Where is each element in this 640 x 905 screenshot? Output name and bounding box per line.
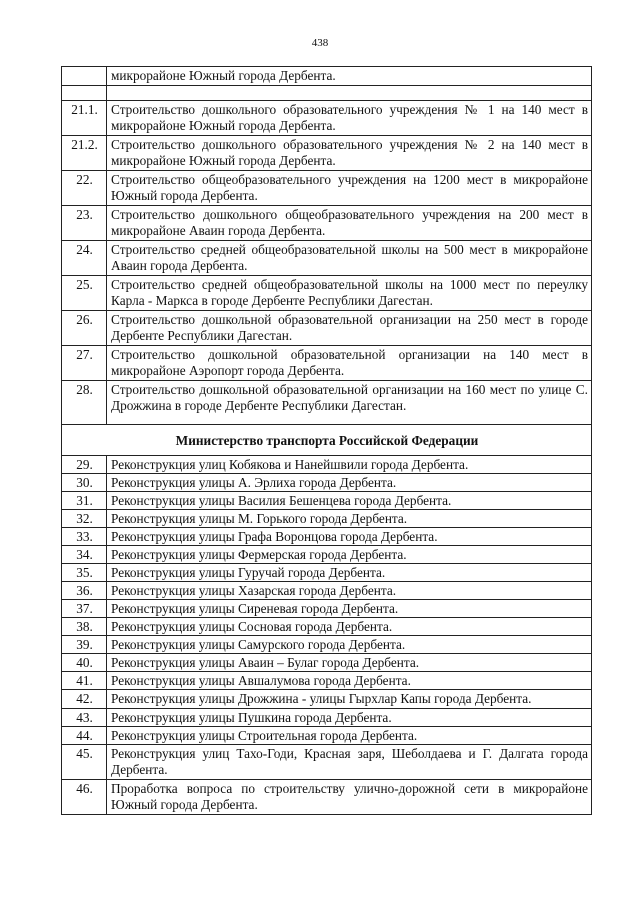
row-number: 43. (62, 709, 107, 727)
row-number: 35. (62, 564, 107, 582)
table-row (62, 276, 592, 311)
row-number: 32. (62, 510, 107, 528)
row-number: 25. (62, 276, 107, 311)
table-row (62, 474, 592, 492)
row-text: Строительство дошкольного образовательного учреждения № 2 на 140 мест в микрорайоне Южный города Дербента. (107, 136, 592, 171)
row-text: Строительство дошкольной образовательной организации на 250 мест в городе Дербенте Республики Дагестан. (107, 311, 592, 346)
row-text: Строительство дошкольного общеобразовательного учреждения на 200 мест в микрорайоне Аваин города Дербента. (107, 206, 592, 241)
table-row (62, 311, 592, 346)
row-text: Реконструкция улиц Кобякова и Нанейшвили города Дербента. (107, 456, 592, 474)
table-row (62, 171, 592, 206)
row-number: 28. (62, 381, 107, 425)
table-row (62, 546, 592, 564)
table-row (62, 456, 592, 474)
row-text: Проработка вопроса по строительству улично-дорожной сети в микрорайоне Южный города Дербента. (107, 780, 592, 815)
row-number: 40. (62, 654, 107, 672)
table-row (62, 672, 592, 690)
projects-table (61, 66, 592, 815)
row-text: Реконструкция улицы Сиреневая города Дербента. (107, 600, 592, 618)
table-row (62, 381, 592, 425)
table-row (62, 346, 592, 381)
row-number: 36. (62, 582, 107, 600)
row-number: 44. (62, 727, 107, 745)
row-number: 23. (62, 206, 107, 241)
row-text: Реконструкция улицы Василия Бешенцева города Дербента. (107, 492, 592, 510)
row-text: Реконструкция улицы М. Горького города Дербента. (107, 510, 592, 528)
table-row (62, 780, 592, 815)
row-number: 38. (62, 618, 107, 636)
row-number: 31. (62, 492, 107, 510)
row-text: Реконструкция улицы Хазарская города Дербента. (107, 582, 592, 600)
row-text: Реконструкция улицы Самурского города Дербента. (107, 636, 592, 654)
row-number: 46. (62, 780, 107, 815)
table-row (62, 101, 592, 136)
table-row (62, 636, 592, 654)
table-row (62, 582, 592, 600)
table-row (62, 654, 592, 672)
row-number: 37. (62, 600, 107, 618)
row-text: Реконструкция улицы Фермерская города Дербента. (107, 546, 592, 564)
table-row (62, 745, 592, 780)
row-number: 33. (62, 528, 107, 546)
table-row (62, 492, 592, 510)
row-text: Реконструкция улицы Пушкина города Дербента. (107, 709, 592, 727)
row-number: 45. (62, 745, 107, 780)
row-number: 21.2. (62, 136, 107, 171)
table-row (62, 241, 592, 276)
spacer-row (62, 86, 592, 101)
row-text: Строительство средней общеобразовательной школы на 500 мест в микрорайоне Аваин города Дербента. (107, 241, 592, 276)
table-row (62, 709, 592, 727)
row-text: Реконструкция улицы Строительная города Дербента. (107, 727, 592, 745)
row-text: Реконструкция улицы Дрожжина - улицы Гырхлар Капы города Дербента. (107, 690, 592, 709)
row-text: Реконструкция улиц Тахо-Годи, Красная заря, Шеболдаева и Г. Далгата города Дербента. (107, 745, 592, 780)
table-row (62, 528, 592, 546)
row-text: Строительство общеобразовательного учреждения на 1200 мест в микрорайоне Южный города Дербента. (107, 171, 592, 206)
row-number-cell (62, 67, 107, 86)
row-text: Реконструкция улицы Аваин – Булаг города Дербента. (107, 654, 592, 672)
row-number: 26. (62, 311, 107, 346)
row-text: Строительство дошкольного образовательного учреждения № 1 на 140 мест в микрорайоне Южный города Дербента. (107, 101, 592, 136)
table-body (62, 67, 592, 815)
table-row (62, 136, 592, 171)
row-number: 22. (62, 171, 107, 206)
table-row (62, 727, 592, 745)
row-text: Реконструкция улицы А. Эрлиха города Дербента. (107, 474, 592, 492)
row-number: 41. (62, 672, 107, 690)
row-number: 29. (62, 456, 107, 474)
section-title: Министерство транспорта Российской Федерации (62, 425, 592, 456)
row-number: 24. (62, 241, 107, 276)
row-number: 21.1. (62, 101, 107, 136)
table-row (62, 206, 592, 241)
row-text: Строительство дошкольной образовательной организации на 160 мест по улице С. Дрожжина в городе Дербенте Республики Дагестан. (107, 381, 592, 425)
row-text: Реконструкция улицы Сосновая города Дербента. (107, 618, 592, 636)
row-text: Реконструкция улицы Гуручай города Дербента. (107, 564, 592, 582)
table-row (62, 564, 592, 582)
table-row (62, 618, 592, 636)
continuation-row (62, 67, 592, 86)
row-number: 27. (62, 346, 107, 381)
table-row (62, 510, 592, 528)
table-row (62, 600, 592, 618)
spacer-cell (107, 86, 592, 101)
row-text: Реконструкция улицы Авшалумова города Дербента. (107, 672, 592, 690)
section-header-row (62, 425, 592, 456)
row-number: 30. (62, 474, 107, 492)
row-number: 34. (62, 546, 107, 564)
spacer-cell (62, 86, 107, 101)
row-text: Строительство средней общеобразовательной школы на 1000 мест по переулку Карла - Маркса в городе Дербенте Республики Дагестан. (107, 276, 592, 311)
table-row (62, 690, 592, 709)
page-number: 438 (311, 37, 329, 49)
row-text: Строительство дошкольной образовательной организации на 140 мест в микрорайоне Аэропорт города Дербента. (107, 346, 592, 381)
row-text-cell: микрорайоне Южный города Дербента. (107, 67, 592, 86)
row-text: Реконструкция улицы Графа Воронцова города Дербента. (107, 528, 592, 546)
row-number: 42. (62, 690, 107, 709)
row-number: 39. (62, 636, 107, 654)
